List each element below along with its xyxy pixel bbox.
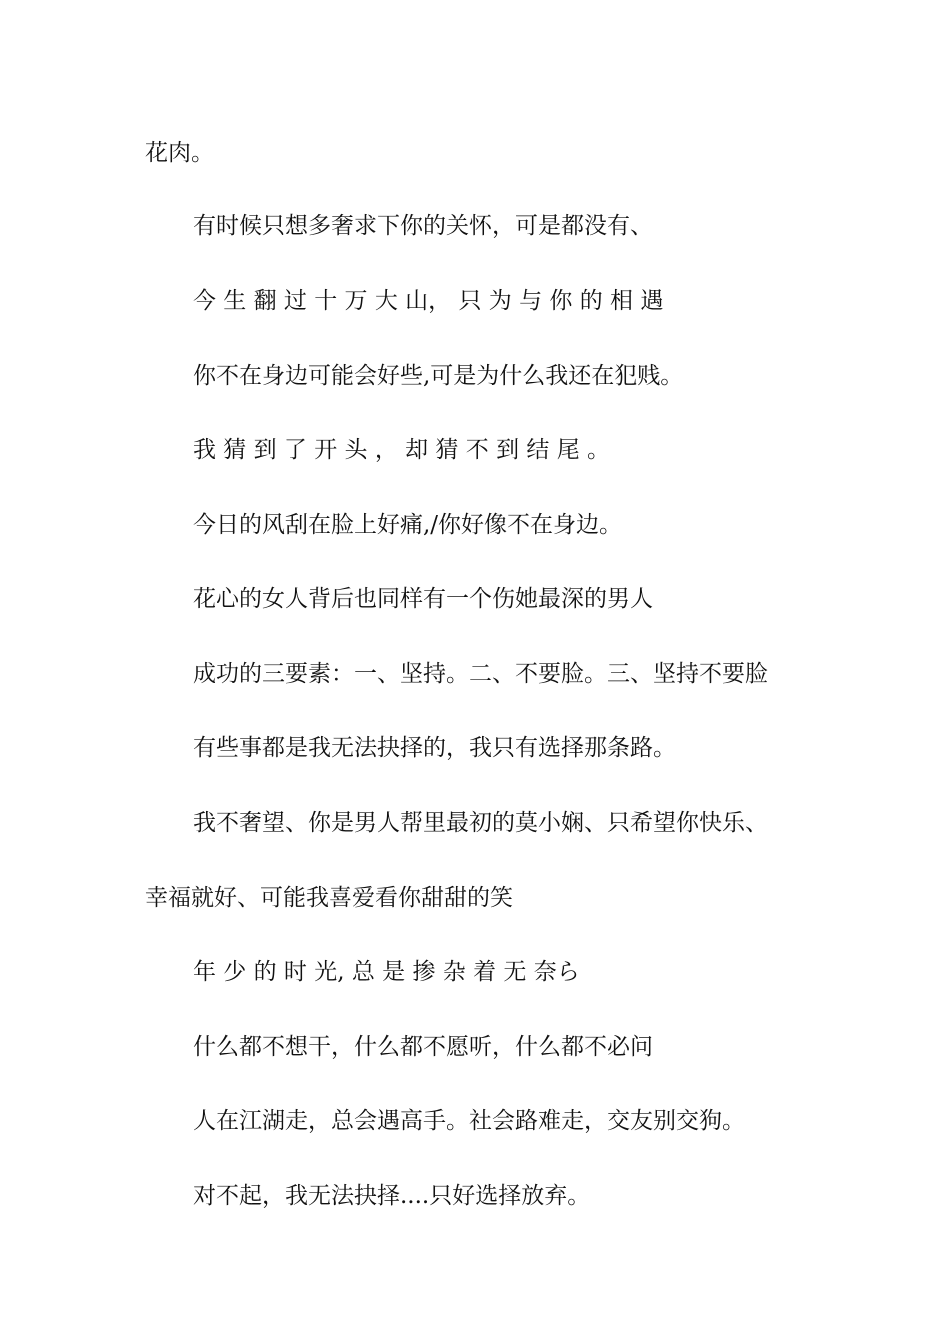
paragraph-line: 有时候只想多奢求下你的关怀，可是都没有、 bbox=[193, 213, 653, 239]
paragraph-line: 什么都不想干，什么都不愿听，什么都不必问 bbox=[193, 1034, 653, 1060]
paragraph-line: 年 少 的 时 光, 总 是 掺 杂 着 无 奈ら bbox=[193, 959, 580, 985]
paragraph-line: 花心的女人背后也同样有一个伤她最深的男人 bbox=[193, 586, 653, 612]
paragraph-line: 花肉。 bbox=[145, 140, 214, 166]
paragraph-line: 我不奢望、你是男人帮里最初的莫小娴、只希望你快乐、 bbox=[193, 810, 768, 836]
paragraph-line: 你不在身边可能会好些,可是为什么我还在犯贱。 bbox=[193, 363, 684, 389]
paragraph-line: 有些事都是我无法抉择的，我只有选择那条路。 bbox=[193, 735, 676, 761]
paragraph-line: 今日的风刮在脸上好痛,/你好像不在身边。 bbox=[193, 512, 623, 538]
paragraph-line: 幸福就好、可能我喜爱看你甜甜的笑 bbox=[145, 885, 513, 911]
paragraph-line: 对不起，我无法抉择....只好选择放弃。 bbox=[193, 1183, 591, 1209]
paragraph-line: 我 猜 到 了 开 头 ， 却 猜 不 到 结 尾 。 bbox=[193, 437, 611, 463]
paragraph-line: 今 生 翻 过 十 万 大 山， 只 为 与 你 的 相 遇 bbox=[193, 288, 664, 314]
paragraph-line: 人在江湖走，总会遇高手。社会路难走，交友别交狗。 bbox=[193, 1108, 745, 1134]
paragraph-line: 成功的三要素：一、坚持。二、不要脸。三、坚持不要脸 bbox=[193, 661, 768, 687]
